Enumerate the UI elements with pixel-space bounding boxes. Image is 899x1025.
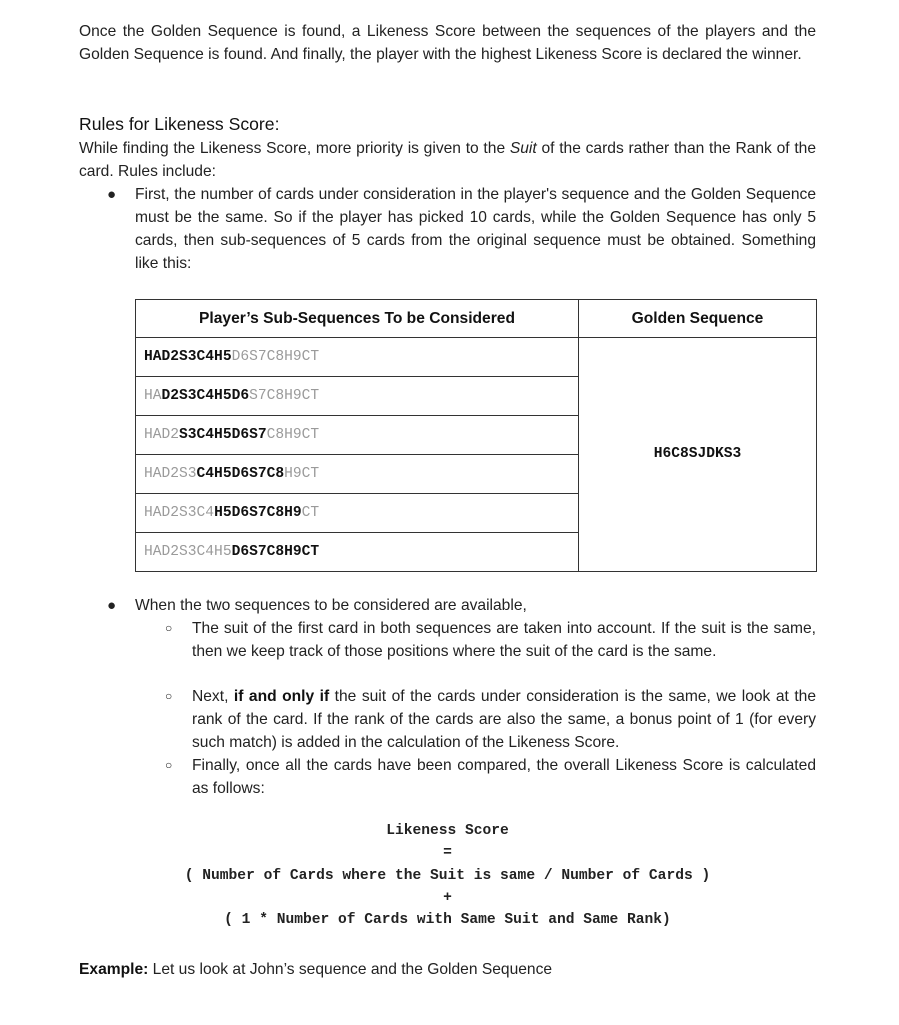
bullet-dot: ● bbox=[107, 186, 117, 203]
sub-bullet-second-after: the suit of the cards under consideration is the same, we look at the rank of the card. If the rank of the cards are also the same, a bonus point of 1 (for every such match) is added in the calculation of the Likeness Score. bbox=[192, 688, 817, 751]
sub-bullet-circle: ○ bbox=[165, 758, 173, 772]
formula-plus: + bbox=[443, 889, 452, 906]
example-text: Let us look at John’s sequence and the Golden Sequence bbox=[148, 961, 553, 978]
formula-bonus: ( 1 * Number of Cards with Same Suit and Same Rank) bbox=[224, 912, 671, 929]
subsequence-cell bbox=[136, 533, 579, 572]
sub-bullet-circle: ○ bbox=[165, 621, 173, 635]
sub-bullet-third-text: Finally, once all the cards have been compared, the overall Likeness Score is calculated as follows: bbox=[192, 757, 816, 797]
seq-dim-pre: HAD2S3C4H5 bbox=[144, 543, 232, 560]
seq-dim-pre: HAD2S3C4 bbox=[144, 504, 215, 521]
rules-intro-paragraph bbox=[79, 137, 816, 183]
example-label: Example: bbox=[79, 961, 149, 978]
if-and-only-if-bold: if and only if bbox=[233, 688, 330, 705]
seq-dim-post: CT bbox=[301, 504, 320, 521]
subsequence-cell bbox=[136, 494, 579, 533]
formula-equals: = bbox=[443, 845, 452, 862]
seq-dim-pre: HA bbox=[144, 387, 162, 404]
seq-bold: S3C4H5D6S7 bbox=[179, 426, 267, 443]
seq-bold: H5D6S7C8H9 bbox=[214, 504, 302, 521]
rules-intro-after: of the cards rather than the Rank of the card. Rules include: bbox=[79, 140, 817, 180]
likeness-score-formula bbox=[79, 820, 816, 931]
sub-bullet-second bbox=[79, 685, 816, 754]
seq-dim-post: S7C8H9CT bbox=[249, 387, 320, 404]
suit-italic: Suit bbox=[509, 140, 537, 157]
subsequence-cell bbox=[136, 377, 579, 416]
sub-bullet-third bbox=[79, 754, 816, 800]
formula-ratio: ( Number of Cards where the Suit is same / Number of Cards ) bbox=[184, 867, 711, 884]
table-header-subsequences: Player’s Sub-Sequences To be Considered bbox=[136, 300, 579, 338]
subsequence-cell bbox=[136, 416, 579, 455]
bullet-first-text: First, the number of cards under consideration in the player's sequence and the Golden Sequence must be the same. So if the player has picked 10 cards, while the Golden Sequence has only 5 cards, then sub-sequences of 5 cards from the original sequence must be obtained. Something like this: bbox=[135, 186, 816, 272]
golden-sequence-cell: H6C8SJDKS3 bbox=[579, 338, 817, 572]
subsequence-cell bbox=[136, 338, 579, 377]
bullet-dot: ● bbox=[107, 597, 117, 614]
sub-bullet-first bbox=[79, 617, 816, 663]
seq-bold: HAD2S3C4H5 bbox=[144, 348, 232, 365]
seq-dim-post: C8H9CT bbox=[266, 426, 320, 443]
seq-dim-post: D6S7C8H9CT bbox=[231, 348, 320, 365]
rules-intro-before: While finding the Likeness Score, more priority is given to the bbox=[79, 140, 510, 157]
bullet-item-second bbox=[79, 594, 816, 617]
seq-bold: D2S3C4H5D6 bbox=[161, 387, 250, 404]
bullet-item-first bbox=[79, 183, 816, 275]
example-line bbox=[79, 958, 552, 981]
sub-bullet-circle: ○ bbox=[165, 689, 173, 703]
subsequence-table bbox=[135, 299, 817, 572]
intro-paragraph: Once the Golden Sequence is found, a Likeness Score between the sequences of the players and the Golden Sequence is found. And finally, the player with the highest Likeness Score is declared the winner. bbox=[79, 23, 816, 63]
table-row bbox=[136, 338, 817, 377]
seq-bold: C4H5D6S7C8 bbox=[196, 465, 285, 482]
seq-bold: D6S7C8H9CT bbox=[231, 543, 320, 560]
seq-dim-post: H9CT bbox=[284, 465, 320, 482]
rules-heading: Rules for Likeness Score: bbox=[79, 114, 280, 134]
subsequence-cell bbox=[136, 455, 579, 494]
formula-title: Likeness Score bbox=[386, 823, 509, 839]
table-header-golden: Golden Sequence bbox=[579, 300, 817, 338]
table-header-row bbox=[136, 300, 817, 338]
bullet-second-text: When the two sequences to be considered are available, bbox=[135, 597, 527, 614]
sub-bullet-second-before: Next, bbox=[192, 688, 234, 705]
sub-bullet-first-text: The suit of the first card in both sequences are taken into account. If the suit is the same, then we keep track of those positions where the suit of the card is the same. bbox=[192, 620, 816, 660]
seq-dim-pre: HAD2S3 bbox=[144, 465, 197, 482]
seq-dim-pre: HAD2 bbox=[144, 426, 180, 443]
